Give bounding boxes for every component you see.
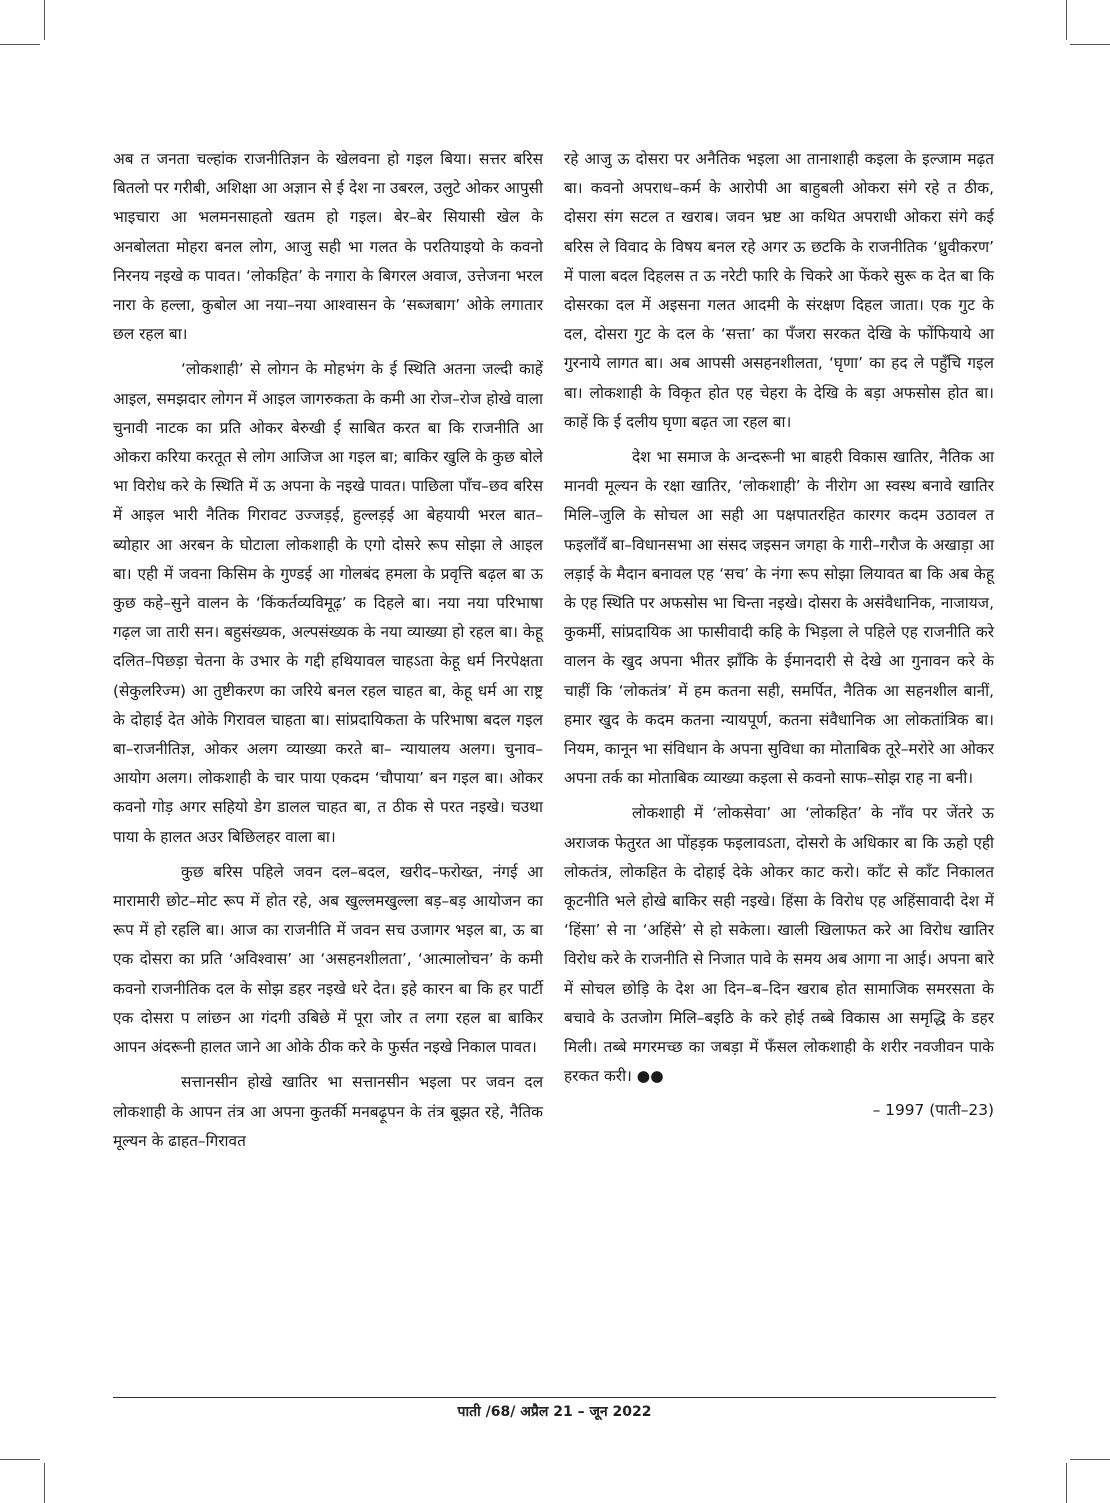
- paragraph: ‘लोकशाही’ से लोगन के मोहभंग के ई स्थिति अतना जल्दी काहें आइल, समझदार लोगन में आइल जागरुकता के कमी आ रोज–रोज होखे वाला चुनावी नाटक का प्रति ओकर बेरुखी ई साबित करत बा कि राजनीति आ ओकरा करिया करतूत से लोग आजिज आ गइल बा; बाकिर खुलि के कुछ बोले भा विरोध करे के स्थिति में ऊ अपना के नइखे पावत। पाछिला पाँच–छव बरिस में आइल भारी नैतिक गिरावट उज्जड़ई, हुल्लड़ई आ बेहयायी भरल बात–ब्योहार आ अरबन के घोटाला लोकशाही के एगो दोसरे रूप सोझा ले आइल बा। एही में जवना किसिम के गुण्डई आ गोलबंद हमला के प्रवृत्ति बढ़ल बा ऊ कुछ कहे–सुने वालन के ‘किंकर्तव्यविमूढ़’ क दिहले बा। नया नया परिभाषा गढ़ल जा तारी सन। बहुसंख्यक, अल्पसंख्यक के नया व्याख्या हो रहल बा। केहू दलित–पिछड़ा चेतना के उभार के गद्दी हथियावल चाहऽता केहू धर्म निरपेक्षता (सेकुलरिज्म) आ तुष्टीकरण का जरिये बनल रहल चाहत बा, केहू धर्म आ राष्ट्र के दोहाई देत ओके गिरावल चाहता बा। सांप्रदायिकता के परिभाषा बदल गइल बा–राजनीतिज्ञ, ओकर अलग व्याख्या करते बा– न्यायालय अलग। चुनाव–आयोग अलग। लोकशाही के चार पाया एकदम ‘चौपाया’ बन गइल बा। ओकर कवनो गोड़ अगर सहियो डेग डालल चाहत बा, त ठीक से परत नइखे। चउथा पाया के हालत अउर बिछिलहर वाला बा।: [113, 360, 543, 846]
- article-column-right: [564, 145, 994, 1125]
- article-column-left: [113, 145, 543, 1156]
- footer-divider: [113, 1397, 996, 1398]
- crop-mark: [1070, 44, 1110, 45]
- crop-mark: [0, 1459, 40, 1460]
- paragraph: लोकशाही में ‘लोकसेवा’ आ ‘लोकहित’ के नाँव पर जेंतरे ऊ अराजक फेतुरत आ पोंहड़क फइलावऽता, दोसरो के अधिकार बा कि ऊहो एही लोकतंत्र, लोकहित के दोहाई देके ओकर काट करो। काँट से काँट निकालत कूटनीति भले होखे बाकिर सही नइखे। हिंसा के विरोध एह अहिंसावादी देश में ‘हिंसा’ से ना ‘अहिंसे’ से हो सकेला। खाली खिलाफत करे आ विरोध खातिर विरोध करे के राजनीति से निजात पावे के समय अब आगा ना आई। अपना बारे में सोचल छोड़ि के देश आ दिन–ब–दिन खराब होत सामाजिक समरसता के बचावे के उतजोग मिलि–बइठि के करे होई तब्बे विकास आ समृद्धि के डहर मिली। तब्बे मगरमच्छ का जबड़ा में फँसल लोकशाही के शरीर नवजीवन पाके हरकत करी। ●●: [564, 804, 994, 1086]
- crop-mark: [44, 0, 45, 40]
- paragraph: कुछ बरिस पहिले जवन दल–बदल, खरीद–फरोख्त, नंगई आ मारामारी छोट–मोट रूप में होत रहे, अब खुल्लमखुल्ला बड़–बड़ आयोजन का रूप में हो रहलि बा। आज का राजनीति में जवन सच उजागर भइल बा, ऊ बा एक दोसरा का प्रति ‘अविश्वास’ आ ‘असहनशीलता’, ‘आत्मालोचन’ के कमी कवनो राजनीतिक दल के सोझ डहर नइखे धरे देत। इहे कारन बा कि हर पार्टी एक दोसरा प लांछन आ गंदगी उबिछे में पूरा जोर त लगा रहल बा बाकिर आपन अंदरूनी हालत जाने आ ओके ठीक करे के फुर्सत नइखे निकाल पावत।: [113, 862, 543, 1057]
- paragraph: सत्तानसीन होखे खातिर भा सत्तानसीन भइला पर जवन दल लोकशाही के आपन तंत्र आ अपना कुतर्की मनबढ़ूपन के तंत्र बूझत रहे, नैतिक मूल्यन के ढाहत–गिरावत: [113, 1073, 544, 1150]
- crop-mark: [1066, 0, 1067, 40]
- paragraph: देश भा समाज के अन्दरूनी भा बाहरी विकास खातिर, नैतिक आ मानवी मूल्यन के रक्षा खातिर, ‘लोकशाही’ के नीरोग आ स्वस्थ बनावे खातिर मिलि–जुलि के सोचल आ सही आ पक्षपातरहित कारगर कदम उठावल त फइलाँवँ बा–विधानसभा आ संसद जइसन जगहा के गारी–गरौज के अखाड़ा आ लड़ाई के मैदान बनावल एह ‘सच’ के नंगा रूप सोझा लियावत बा कि अब केहू के एह स्थिति पर अफसोस भा चिन्ता नइखे। दोसरा के असंवैधानिक, नाजायज, कुकर्मी, सांप्रदायिक आ फासीवादी कहि के भिड़ला ले पहिले एह राजनीति करे वालन के खुद अपना भीतर झाँकि के ईमानदारी से देखे आ गुनावन करे के चाहीं कि ‘लोकतंत्र’ में हम कतना सही, समर्पित, नैतिक आ सहनशील बानीं, हमार खुद के कदम कतना न्यायपूर्ण, कतना संवैधानिक आ लोकतांत्रिक बा। नियम, कानून भा संविधान के अपना सुविधा का मोताबिक तूरे–मरोरे आ ओकर अपना तर्क का मोताबिक व्याख्या कइला से कवनो साफ–सोझ राह ना बनी।: [564, 448, 994, 788]
- paragraph: रहे आजु ऊ दोसरा पर अनैतिक भइला आ तानाशाही कइला के इल्जाम मढ़त बा। कवनो अपराध–कर्म के आरोपी आ बाहुबली ओकरा संगे रहे त ठीक, दोसरा संग सटल त खराब। जवन भ्रष्ट आ कथित अपराधी ओकरा संगे कई बरिस ले विवाद के विषय बनल रहे अगर ऊ छटकि के राजनीतिक ‘ध्रुवीकरण’ में पाला बदल दिहलस त ऊ नरेटी फारि के चिकरे आ फेंकरे सुरू क देत बा कि दोसरका दल में अइसना गलत आदमी के संरक्षण दिहल जाता। एक गुट के दल, दोसरा गुट के दल के ‘सत्ता’ का पँजरा सरकत देखि के फोंफियाये आ गुरनाये लागत बा। अब आपसी असहनशीलता, ‘घृणा’ का हद ले पहुँचि गइल बा। लोकशाही के विकृत होत एह चेहरा के देखि के बड़ा अफसोस होत बा। काहें कि ई दलीय घृणा बढ़त जा रहल बा।: [564, 150, 994, 431]
- paragraph: अब त जनता चल्हांक राजनीतिज्ञन के खेलवना हो गइल बिया। सत्तर बरिस बितलो पर गरीबी, अशिक्षा आ अज्ञान से ई देश ना उबरल, उलुटे ओकर आपुसी भाइचारा आ भलमनसाहतो खतम हो गइल। बेर–बेर सियासी खेल के अनबोलता मोहरा बनल लोग, आजु सही भा गलत के परतियाइयो के कवनो निरनय नइखे क पावत। ‘लोकहित’ के नगारा के बिगरल अवाज, उत्तेजना भरल नारा के हल्ला, कुबोल आ नया–नया आश्वासन के ‘सब्जबाग’ ओके लगातार छल रहल बा।: [113, 150, 543, 344]
- crop-mark: [44, 1463, 45, 1503]
- crop-mark: [1066, 1463, 1067, 1503]
- crop-mark: [0, 44, 40, 45]
- page-footer: पाती /68/ अप्रैल 21 – जून 2022: [457, 1404, 652, 1420]
- crop-mark: [1070, 1459, 1110, 1460]
- article-signoff: – 1997 (पाती–23): [872, 1100, 994, 1119]
